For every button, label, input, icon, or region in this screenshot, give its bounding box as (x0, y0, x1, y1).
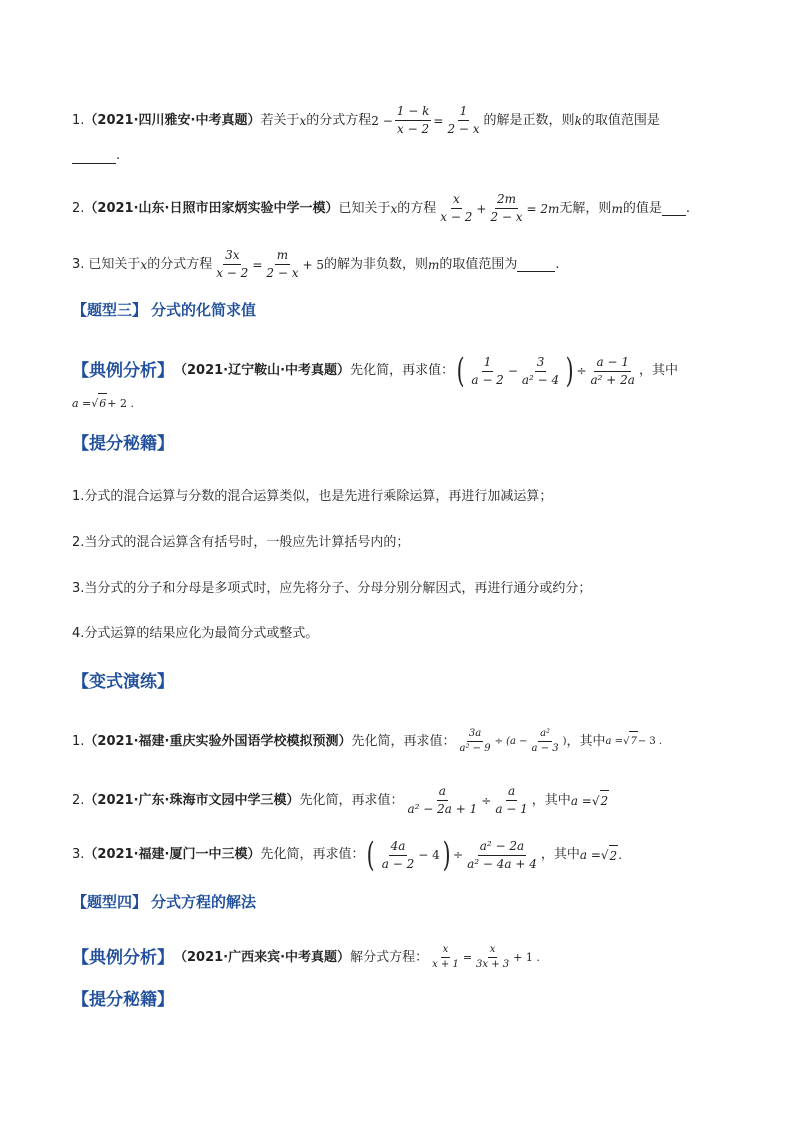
problem-text: 的解是正数，则 (483, 112, 575, 128)
fraction (380, 839, 416, 872)
tip-text: 1.分式的混合运算与分数的混合运算类似，也是先进行乘除运算，再进行加减运算； (72, 489, 553, 504)
fraction (488, 192, 524, 225)
problem-text: ，其中 (566, 733, 606, 749)
fraction-denominator: a² − 4a + 4 (467, 856, 537, 871)
math-expression: a = (570, 793, 592, 808)
tip-text: 3.当分式的分子和分母是多项式时，应先将分子、分母分别分解因式，再进行通分或约分； (72, 581, 592, 596)
section-heading-4 (72, 892, 734, 912)
fraction (405, 784, 479, 817)
problem-source: （2021·山东·日照市田家炳实验中学一模） (84, 200, 339, 216)
problem-number: 3. (72, 256, 85, 272)
answer-blank[interactable] (662, 201, 686, 216)
problem-text: 先化简，再求值： (350, 363, 455, 378)
fraction (438, 192, 474, 225)
fraction-denominator: a − 1 (495, 802, 528, 816)
math-operator: = (252, 257, 263, 272)
fraction-denominator: a − 3 (531, 743, 559, 754)
tip-item (72, 624, 734, 644)
fraction-denominator: a² − 4 (521, 372, 560, 387)
fraction-numerator: a − 1 (594, 355, 630, 372)
fraction (469, 355, 505, 388)
math-operator: ) (562, 735, 567, 747)
section-tag: 【题型三】 (72, 301, 148, 319)
problem-text: 无解，则 (559, 200, 612, 216)
problem-number: 1. (72, 733, 85, 749)
fraction-numerator: 3x (223, 248, 241, 265)
tips-title: 【提分秘籍】 (72, 990, 174, 1010)
math-operator: ÷ (453, 848, 464, 862)
fraction-denominator: x − 2 (397, 122, 430, 136)
problem-number: 3. (72, 847, 85, 862)
problem-3 (72, 248, 734, 281)
section-tag: 【题型四】 (72, 893, 148, 911)
example-analysis-3-value (72, 393, 734, 414)
right-paren: ) (442, 835, 451, 875)
tip-item (72, 579, 734, 599)
problem-text: 先化简，再求值： (351, 733, 456, 749)
fraction-numerator: 2m (495, 192, 518, 209)
math-var: x (140, 257, 148, 272)
math-const: 2 − (371, 113, 393, 128)
practice-heading (72, 672, 734, 692)
example-tag: 【典例分析】 (72, 947, 174, 968)
fraction-numerator: 1 − k (395, 104, 432, 121)
math-operator: − 4 (418, 848, 440, 862)
math-var: x (299, 113, 307, 128)
fraction (264, 248, 300, 281)
math-expression: = 2m (526, 201, 560, 216)
fraction-denominator: a² + 2a (590, 372, 635, 387)
fraction-denominator: 2 − x (266, 266, 299, 280)
fraction-denominator: a − 2 (471, 372, 504, 387)
practice-problem-3 (72, 835, 734, 875)
problem-1 (72, 104, 734, 137)
fraction (474, 944, 511, 971)
answer-blank[interactable] (517, 257, 555, 272)
fraction-numerator: 3 (535, 355, 547, 372)
math-operator: ÷ (a − (494, 735, 528, 747)
math-expression: + 1 . (513, 950, 540, 964)
problem-1-continued (72, 146, 734, 166)
problem-text: 已知关于 (338, 200, 391, 216)
problem-source: （2021·辽宁鞍山·中考真题） (174, 363, 351, 378)
problem-2 (72, 192, 734, 225)
section-title: 分式方程的解法 (151, 893, 257, 911)
fraction-numerator: x (488, 944, 498, 958)
problem-text: 先化简，再求值： (299, 792, 404, 808)
answer-blank[interactable] (72, 149, 116, 164)
left-paren: ( (367, 835, 376, 875)
tips-heading-2 (72, 990, 734, 1010)
fraction-numerator: m (275, 248, 290, 265)
fraction (520, 355, 561, 388)
fraction (430, 944, 461, 971)
fraction-numerator: x (451, 192, 462, 209)
math-operator: ÷ (576, 364, 587, 378)
fraction-denominator: a − 2 (381, 856, 415, 871)
left-paren: ( (456, 351, 465, 391)
problem-text: 若关于 (260, 112, 300, 128)
math-operator: = (462, 950, 473, 964)
fraction-numerator: a² (538, 728, 552, 742)
fraction (493, 784, 529, 817)
fraction-numerator: x (441, 944, 451, 958)
problem-source: （2021·四川雅安·中考真题） (84, 112, 261, 128)
problem-text: 的取值范围是 (581, 112, 660, 128)
fraction (395, 104, 432, 137)
problem-text: 的方程 (397, 200, 437, 216)
fraction-denominator: a² − 9 (459, 743, 491, 754)
square-root: √ 2 (601, 845, 618, 866)
problem-text: 的分式方程 (147, 256, 213, 272)
math-operator: − (507, 364, 518, 378)
tip-item (72, 533, 734, 553)
math-expression: a = (72, 396, 92, 410)
problem-text: ，其中 (540, 847, 580, 862)
fraction-numerator: 3a (467, 728, 483, 742)
problem-number: 2. (72, 792, 85, 808)
radicand: 2 (600, 790, 610, 811)
problem-source: （2021·广东·珠海市文园中学三模） (84, 792, 300, 808)
fraction-numerator: 4a (389, 839, 408, 856)
fraction-denominator: 3x + 3 (476, 959, 510, 970)
fraction-denominator: x − 2 (440, 210, 473, 224)
math-operator: ÷ (481, 793, 492, 808)
fraction-denominator: a² − 2a + 1 (407, 802, 478, 816)
fraction-numerator: a² − 2a (478, 839, 526, 856)
math-var: m (428, 257, 440, 272)
example-analysis-4 (72, 944, 734, 971)
math-var: x (390, 201, 398, 216)
tip-text: 4.分式运算的结果应化为最简分式或整式。 (72, 626, 319, 641)
fraction (457, 728, 492, 755)
fraction (465, 839, 539, 872)
problem-source: （2021·广西来宾·中考真题） (174, 949, 351, 965)
problem-text: 已知关于 (88, 256, 141, 272)
math-operator: = (433, 113, 444, 128)
fraction (445, 104, 481, 137)
problem-text: . (555, 256, 560, 272)
fraction-numerator: 1 (482, 355, 494, 372)
radicand: 6 (98, 393, 107, 414)
fraction (589, 355, 637, 388)
math-expression: a = (605, 735, 624, 747)
problem-source: （2021·福建·厦门一中三模） (84, 847, 261, 862)
math-var: k (574, 113, 582, 128)
example-analysis-3 (72, 351, 734, 391)
problem-text: 的解为非负数，则 (323, 256, 428, 272)
math-expression: . (618, 848, 623, 862)
math-expression: + 2 . (107, 396, 135, 410)
problem-text: . (116, 148, 121, 163)
problem-text: ，其中 (638, 363, 678, 378)
fraction-numerator: a (506, 784, 517, 801)
problem-text: 的值是 (622, 200, 662, 216)
fraction-denominator: 2 − x (447, 122, 480, 136)
tips-title: 【提分秘籍】 (72, 434, 174, 454)
problem-text: 解分式方程： (350, 949, 429, 965)
problem-source: （2021·福建·重庆实验外国语学校模拟预测） (84, 733, 352, 749)
math-expression: a = (579, 848, 601, 862)
square-root: √ 6 (91, 393, 107, 414)
practice-title: 【变式演练】 (72, 672, 174, 692)
practice-problem-1 (72, 728, 734, 755)
square-root: √ 7 (623, 731, 638, 752)
square-root: √ 2 (592, 790, 609, 811)
fraction (214, 248, 250, 281)
math-expression: + 5 (302, 257, 324, 272)
math-var: m (611, 201, 623, 216)
practice-problem-2 (72, 784, 734, 817)
problem-text: ，其中 (531, 792, 571, 808)
right-paren: ) (565, 351, 574, 391)
fraction-denominator: 2 − x (490, 210, 523, 224)
section-heading-3 (72, 300, 734, 320)
problem-text: . (685, 200, 690, 216)
math-expression: − 3 . (637, 735, 663, 747)
fraction-denominator: x − 2 (216, 266, 249, 280)
tip-text: 2.当分式的混合运算含有括号时，一般应先计算括号内的； (72, 535, 410, 550)
fraction (530, 728, 561, 755)
problem-text: 的分式方程 (306, 112, 372, 128)
problem-text: 先化简，再求值： (260, 847, 365, 862)
problem-number: 1. (72, 112, 85, 128)
radicand: 2 (609, 845, 619, 866)
section-title: 分式的化简求值 (151, 301, 257, 319)
math-operator: + (476, 201, 487, 216)
tip-item (72, 487, 734, 507)
tips-heading (72, 434, 734, 454)
fraction-numerator: a (437, 784, 448, 801)
problem-text: 的取值范围为 (439, 256, 518, 272)
fraction-numerator: 1 (458, 104, 470, 121)
example-tag: 【典例分析】 (72, 361, 174, 381)
problem-number: 2. (72, 200, 85, 216)
radicand: 7 (629, 731, 637, 752)
fraction-denominator: x + 1 (432, 959, 459, 970)
